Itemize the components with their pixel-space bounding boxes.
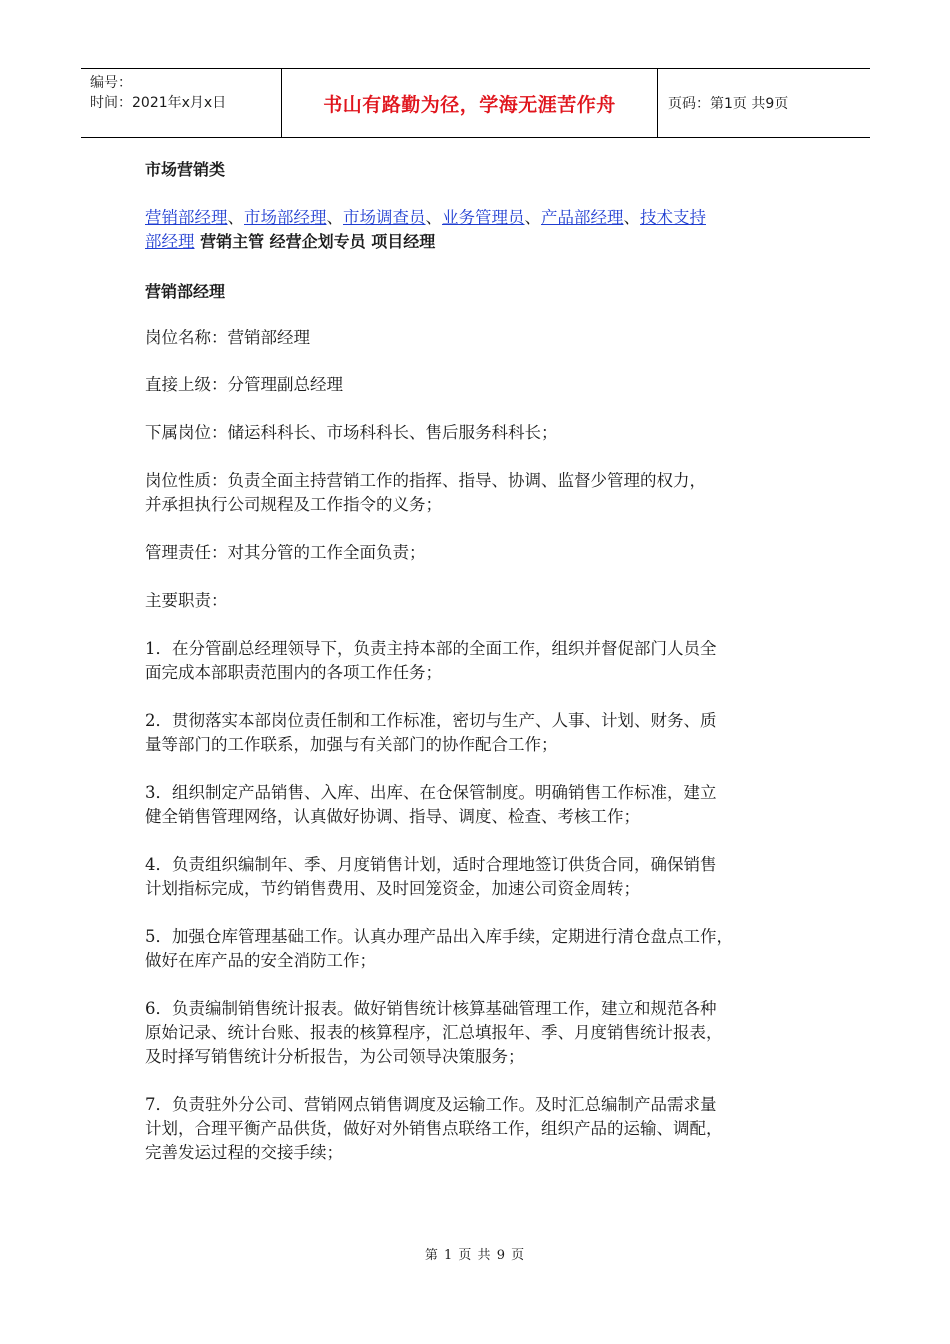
duty-line: 健全销售管理网络，认真做好协调、指导、调度、检查、考核工作； [145,807,640,826]
field-subordinates: 下属岗位：储运科科长、市场科科长、售后服务科科长； [145,423,558,442]
section-title: 市场营销类 [145,160,226,179]
duty-line: 计划指标完成，节约销售费用、及时回笼资金，加速公司资金周转； [145,879,640,898]
duty-item [145,853,813,901]
duty-line: 计划，合理平衡产品供货，做好对外销售点联络工作，组织产品的运输、调配， [145,1119,723,1138]
duty-item [145,925,813,973]
field-post-name: 岗位名称：营销部经理 [145,328,310,347]
link-tech-support-manager-cont[interactable]: 部经理 [145,232,195,251]
separator: 、 [326,208,343,227]
duty-item [145,997,813,1069]
duty-line: 7．负责驻外分公司、营销网点销售调度及运输工作。及时汇总编制产品需求量 [145,1095,717,1114]
header-motto: 书山有路勤为径，学海无涯苦作舟 [281,69,658,137]
link-product-manager[interactable]: 产品部经理 [541,208,624,227]
header-meta [81,69,281,137]
duty-line: 完善发运过程的交接手续； [145,1143,343,1162]
duty-line: 5．加强仓库管理基础工作。认真办理产品出入库手续，定期进行清仓盘点工作， [145,927,733,946]
header-table [81,68,870,138]
time-label: 时间：2021年x月x日 [90,95,227,111]
duty-item [145,637,813,685]
page-footer: 第 1 页 共 9 页 [424,1248,526,1263]
link-business-admin[interactable]: 业务管理员 [442,208,525,227]
duty-line: 原始记录、统计台账、报表的核算程序，汇总填报年、季、月度销售统计报表， [145,1023,723,1042]
duty-line: 1．在分管副总经理领导下，负责主持本部的全面工作，组织并督促部门人员全 [145,639,717,658]
separator: 、 [425,208,442,227]
duty-item [145,709,813,757]
field-nature-line2: 并承担执行公司规程及工作指令的义务； [145,495,442,514]
duty-line: 6．负责编制销售统计报表。做好销售统计核算基础管理工作，建立和规范各种 [145,999,717,1018]
position-links [145,206,813,254]
sub-title: 营销部经理 [145,282,226,301]
link-tech-support-manager[interactable]: 技术支持 [640,208,706,227]
number-label: 编号： [90,75,132,91]
field-nature [145,469,813,517]
link-marketing-manager[interactable]: 营销部经理 [145,208,228,227]
separator: 、 [623,208,640,227]
field-main-duties: 主要职责： [145,591,228,610]
duty-line: 面完成本部职责范围内的各项工作任务； [145,663,442,682]
duty-item [145,781,813,829]
field-nature-line1: 岗位性质：负责全面主持营销工作的指挥、指导、协调、监督少管理的权力， [145,471,706,490]
separator: 、 [227,208,244,227]
duty-line: 及时择写销售统计分析报告，为公司领导决策服务； [145,1047,525,1066]
field-superior: 直接上级：分管理副总经理 [145,375,343,394]
link-market-researcher[interactable]: 市场调查员 [343,208,426,227]
duty-line: 3．组织制定产品销售、入库、出库、在仓保管制度。明确销售工作标准，建立 [145,783,717,802]
duty-item [145,1093,813,1165]
separator: 、 [524,208,541,227]
link-market-manager[interactable]: 市场部经理 [244,208,327,227]
position-bold-tail: 营销主管 经营企划专员 项目经理 [194,232,436,251]
duty-line: 4．负责组织编制年、季、月度销售计划，适时合理地签订供货合同，确保销售 [145,855,717,874]
field-responsibility: 管理责任：对其分管的工作全面负责； [145,543,426,562]
duty-line: 量等部门的工作联系，加强与有关部门的协作配合工作； [145,735,558,754]
duty-line: 2．贯彻落实本部岗位责任制和工作标准，密切与生产、人事、计划、财务、质 [145,711,717,730]
header-page-info: 页码：第1页 共9页 [668,96,789,112]
duty-line: 做好在库产品的安全消防工作； [145,951,376,970]
